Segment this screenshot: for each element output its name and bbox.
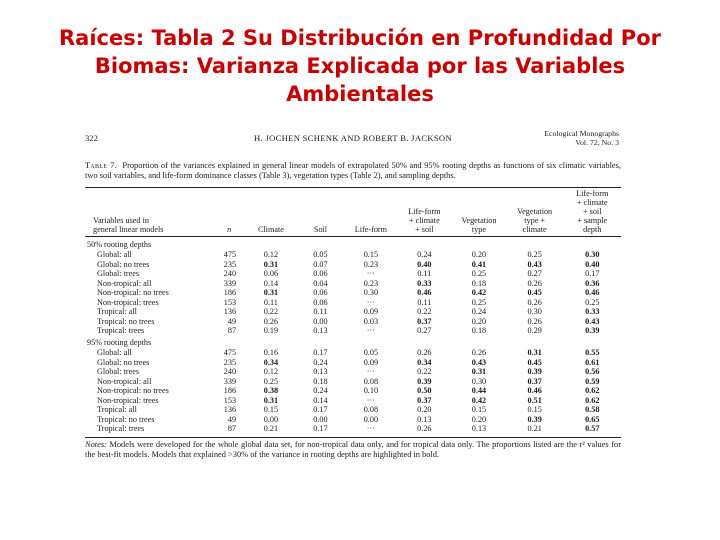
variance-cell: 0.56 — [585, 367, 600, 377]
page-authors: H. JOCHEN SCHENK AND ROBERT B. JACKSON — [254, 133, 452, 143]
table-row — [85, 358, 621, 367]
variance-cell: 0.42 — [471, 395, 487, 405]
variance-cell: 0.17 — [313, 424, 328, 434]
table-row — [85, 405, 621, 414]
row-label: Tropical: all — [97, 405, 137, 415]
variance-cell: 0.33 — [417, 278, 432, 288]
sample-size-cell: 186 — [223, 386, 237, 396]
table-row — [85, 377, 621, 386]
sample-size-cell: 339 — [223, 278, 237, 288]
variance-cell: 0.05 — [313, 250, 328, 260]
variance-cell: 0.15 — [263, 405, 279, 415]
variance-cell: 0.11 — [313, 307, 328, 317]
row-label: Global: trees — [97, 269, 140, 279]
row-label: Non-tropical: trees — [97, 395, 159, 405]
col-climate: Climate — [257, 224, 284, 234]
slide-title — [0, 24, 720, 108]
table-row — [85, 250, 621, 259]
variance-cell: 0.43 — [527, 259, 542, 269]
variance-cell: 0.31 — [263, 288, 279, 298]
variance-cell: 0.22 — [263, 307, 279, 317]
variance-cell: 0.18 — [471, 326, 487, 336]
variance-cell: 0.59 — [585, 376, 600, 386]
sample-size-cell: 240 — [223, 269, 237, 279]
variance-cell: ··· — [366, 297, 375, 307]
col-n: n — [227, 224, 232, 234]
variance-cell: 0.39 — [527, 414, 542, 424]
variance-cell: 0.11 — [263, 297, 278, 307]
section-title: 95% rooting depths — [87, 338, 152, 348]
table-row — [85, 279, 621, 288]
section-header-row — [85, 237, 621, 251]
row-label: Non-tropical: all — [97, 278, 152, 288]
variance-cell: 0.37 — [417, 395, 432, 405]
section-header-row — [85, 335, 621, 348]
variance-cell: 0.06 — [263, 269, 279, 279]
variance-cell: 0.30 — [363, 288, 379, 298]
variance-cell: 0.18 — [313, 376, 328, 386]
row-label: Non-tropical: no trees — [97, 386, 169, 396]
table-row — [85, 367, 621, 376]
variance-cell: 0.30 — [527, 307, 542, 317]
variance-cell: 0.39 — [417, 376, 432, 386]
row-label: Global: trees — [97, 367, 140, 377]
row-label: Tropical: no trees — [97, 414, 155, 424]
variance-cell: 0.26 — [527, 316, 542, 326]
variance-cell: 0.20 — [471, 316, 487, 326]
sample-size-cell: 136 — [223, 405, 237, 415]
sample-size-cell: 87 — [227, 424, 237, 434]
variance-cell: 0.04 — [313, 278, 328, 288]
sample-size-cell: 235 — [223, 357, 237, 367]
variance-cell: 0.50 — [417, 386, 432, 396]
variance-cell: 0.08 — [363, 376, 379, 386]
variance-cell: 0.31 — [471, 367, 487, 377]
variance-cell: 0.29 — [527, 326, 542, 336]
variance-cell: 0.26 — [417, 424, 432, 434]
table-row — [85, 386, 621, 395]
variance-cell: 0.43 — [585, 316, 600, 326]
variance-cell: 0.21 — [527, 424, 542, 434]
variance-cell: 0.65 — [585, 414, 600, 424]
row-label: Global: all — [97, 348, 132, 358]
variance-cell: 0.30 — [471, 376, 487, 386]
variance-cell: 0.46 — [527, 386, 542, 396]
variance-cell: 0.13 — [471, 424, 487, 434]
page-header — [85, 129, 621, 151]
table-header — [85, 188, 621, 236]
row-label: Tropical: all — [97, 307, 137, 317]
variance-cell: 0.10 — [363, 386, 379, 396]
variance-cell: 0.61 — [585, 357, 600, 367]
table-row — [85, 326, 621, 335]
table-header-row — [85, 188, 621, 236]
row-label: Tropical: trees — [97, 326, 145, 336]
variance-cell: 0.18 — [471, 278, 487, 288]
row-label: Global: no trees — [97, 357, 150, 367]
variance-cell: 0.20 — [471, 414, 487, 424]
variance-cell: ··· — [366, 326, 375, 336]
variance-cell: 0.25 — [263, 376, 279, 386]
variance-cell: 0.21 — [263, 424, 279, 434]
variance-cell: 0.22 — [417, 307, 432, 317]
variance-cell: 0.20 — [417, 405, 432, 415]
variance-cell: 0.00 — [363, 414, 379, 424]
variance-cell: 0.39 — [585, 326, 600, 336]
variance-cell: 0.11 — [417, 269, 432, 279]
variance-cell: 0.26 — [417, 348, 432, 358]
variance-cell: 0.31 — [263, 395, 279, 405]
variance-cell: 0.62 — [585, 386, 600, 396]
variance-table — [85, 188, 621, 433]
variance-cell: 0.17 — [313, 405, 328, 415]
sample-size-cell: 153 — [223, 297, 237, 307]
variance-cell: 0.13 — [313, 326, 328, 336]
variance-cell: 0.34 — [263, 357, 279, 367]
variance-cell: 0.23 — [363, 278, 379, 288]
col-veg-climate: Vegetation type + climate — [517, 207, 553, 234]
variance-cell: 0.26 — [263, 316, 279, 326]
variance-cell: 0.27 — [417, 326, 432, 336]
variance-cell: 0.37 — [417, 316, 432, 326]
variance-cell: 0.31 — [263, 259, 279, 269]
variance-cell: 0.24 — [313, 357, 328, 367]
row-label: Global: all — [97, 250, 132, 260]
slide-title-line-3: Ambientales — [286, 82, 434, 106]
variance-cell: 0.15 — [363, 250, 379, 260]
table-row — [85, 269, 621, 278]
variance-cell: 0.16 — [263, 348, 279, 358]
variance-cell: 0.09 — [363, 307, 379, 317]
sample-size-cell: 49 — [227, 316, 237, 326]
variance-cell: 0.00 — [263, 414, 279, 424]
sample-size-cell: 186 — [223, 288, 237, 298]
col-life-form: Life-form — [354, 224, 388, 234]
variance-cell: 0.11 — [417, 297, 432, 307]
sample-size-cell: 136 — [223, 307, 237, 317]
variance-cell: 0.40 — [417, 259, 432, 269]
variance-cell: 0.36 — [585, 278, 600, 288]
slide-title-line-1: Raíces: Tabla 2 Su Distribución en Profundidad Por — [59, 26, 661, 50]
row-label: Non-tropical: no trees — [97, 288, 169, 298]
table-row — [85, 317, 621, 326]
variance-cell: 0.24 — [471, 307, 487, 317]
variance-cell: 0.26 — [527, 278, 542, 288]
row-label: Tropical: trees — [97, 424, 145, 434]
col-vegetation-type: Vegetation type — [461, 215, 497, 234]
table-row — [85, 424, 621, 433]
variance-cell: 0.38 — [263, 386, 279, 396]
page-number: 322 — [85, 133, 98, 143]
col-lf-climate-soil: Life-form + climate + soil — [408, 207, 441, 234]
sample-size-cell: 87 — [227, 326, 237, 336]
variance-cell: 0.25 — [585, 297, 600, 307]
variance-cell: 0.00 — [313, 316, 328, 326]
journal-info — [544, 129, 619, 147]
table-row — [85, 396, 621, 405]
sample-size-cell: 339 — [223, 376, 237, 386]
variance-cell: 0.25 — [471, 269, 487, 279]
row-label: Non-tropical: all — [97, 376, 152, 386]
variance-cell: ··· — [366, 367, 375, 377]
table-row — [85, 307, 621, 316]
scanned-table-page — [85, 129, 621, 501]
variance-cell: ··· — [366, 424, 375, 434]
variance-cell: 0.13 — [417, 414, 432, 424]
variance-cell: 0.33 — [585, 307, 600, 317]
variance-cell: 0.14 — [263, 278, 279, 288]
variance-cell: 0.15 — [471, 405, 487, 415]
variance-cell: 0.06 — [313, 269, 328, 279]
variance-cell: ··· — [366, 269, 375, 279]
table-bottom-rule — [85, 437, 621, 438]
variance-cell: 0.23 — [363, 259, 379, 269]
slide-title-line-2: Biomas: Varianza Explicada por las Variables — [94, 54, 626, 78]
variance-cell: 0.34 — [417, 357, 432, 367]
variance-cell: 0.62 — [585, 395, 600, 405]
notes-label: Notes: — [85, 439, 107, 449]
variance-cell: 0.12 — [263, 250, 279, 260]
variance-cell: 0.20 — [471, 250, 487, 260]
variance-cell: 0.24 — [417, 250, 432, 260]
row-label: Tropical: no trees — [97, 316, 155, 326]
variance-cell: 0.03 — [363, 316, 379, 326]
table-notes — [85, 440, 621, 460]
table-row — [85, 260, 621, 269]
variance-cell: 0.46 — [585, 288, 600, 298]
variance-cell: 0.44 — [471, 386, 487, 396]
table-body — [85, 237, 621, 434]
journal-name: Ecological Monographs — [544, 129, 619, 138]
variance-cell: 0.26 — [527, 297, 542, 307]
sample-size-cell: 153 — [223, 395, 237, 405]
variance-cell: 0.37 — [527, 376, 542, 386]
row-label: Non-tropical: trees — [97, 297, 159, 307]
variance-cell: ··· — [366, 395, 375, 405]
table-caption-text: Proportion of the variances explained in general linear models of extrapolated 50% and 95% rooting depths as functions of six climatic variables, two soil variables, and life-form dominance classes (Table 3), vegetation types (Table 2), and sampling depths. — [85, 161, 621, 181]
sample-size-cell: 49 — [227, 414, 237, 424]
variance-cell: 0.06 — [313, 288, 328, 298]
variance-cell: 0.09 — [363, 357, 379, 367]
table-row — [85, 298, 621, 307]
variance-cell: 0.25 — [471, 297, 487, 307]
variance-cell: 0.58 — [585, 405, 600, 415]
variance-cell: 0.26 — [471, 348, 487, 358]
sample-size-cell: 475 — [223, 250, 237, 260]
variance-cell: 0.45 — [527, 357, 542, 367]
variance-cell: 0.43 — [471, 357, 487, 367]
variance-cell: 0.42 — [471, 288, 487, 298]
variance-cell: 0.46 — [417, 288, 432, 298]
variance-cell: 0.07 — [313, 259, 328, 269]
variance-cell: 0.00 — [313, 414, 328, 424]
col-variables: Variables used in general linear models — [93, 215, 164, 234]
variance-cell: 0.08 — [363, 405, 379, 415]
variance-cell: 0.41 — [471, 259, 487, 269]
sample-size-cell: 240 — [223, 367, 237, 377]
sample-size-cell: 475 — [223, 348, 237, 358]
table-row — [85, 415, 621, 424]
col-soil: Soil — [313, 224, 328, 234]
variance-cell: 0.31 — [527, 348, 542, 358]
table-row — [85, 348, 621, 357]
variance-cell: 0.12 — [263, 367, 279, 377]
col-lf-full: Life-form + climate + soil + sample depth — [576, 189, 609, 234]
variance-cell: 0.25 — [527, 250, 542, 260]
variance-cell: 0.05 — [363, 348, 379, 358]
variance-cell: 0.13 — [313, 367, 328, 377]
variance-cell: 0.14 — [313, 395, 328, 405]
sample-size-cell: 235 — [223, 259, 237, 269]
table-caption — [85, 161, 621, 181]
section-title: 50% rooting depths — [87, 240, 152, 250]
variance-cell: 0.40 — [585, 259, 600, 269]
variance-cell: 0.24 — [313, 386, 328, 396]
variance-cell: 0.55 — [585, 348, 600, 358]
variance-cell: 0.19 — [263, 326, 279, 336]
variance-cell: 0.15 — [527, 405, 542, 415]
variance-cell: 0.17 — [313, 348, 328, 358]
notes-text: Models were developed for the whole global data set, for non-tropical data only, and for tropical data only. The proportions listed are the r² values for the best-fit models. Models that explained >30% of the variance in rooting depths are highlighted in bold. — [85, 439, 621, 459]
variance-cell: 0.39 — [527, 367, 542, 377]
variance-cell: 0.06 — [313, 297, 328, 307]
table-label: Table 7. — [85, 161, 118, 170]
variance-cell: 0.51 — [527, 395, 542, 405]
journal-volume: Vol. 72, No. 3 — [575, 138, 619, 147]
variance-cell: 0.57 — [585, 424, 600, 434]
variance-cell: 0.30 — [585, 250, 600, 260]
variance-cell: 0.27 — [527, 269, 542, 279]
variance-cell: 0.17 — [585, 269, 600, 279]
variance-cell: 0.22 — [417, 367, 432, 377]
variance-cell: 0.45 — [527, 288, 542, 298]
row-label: Global: no trees — [97, 259, 150, 269]
table-row — [85, 288, 621, 297]
